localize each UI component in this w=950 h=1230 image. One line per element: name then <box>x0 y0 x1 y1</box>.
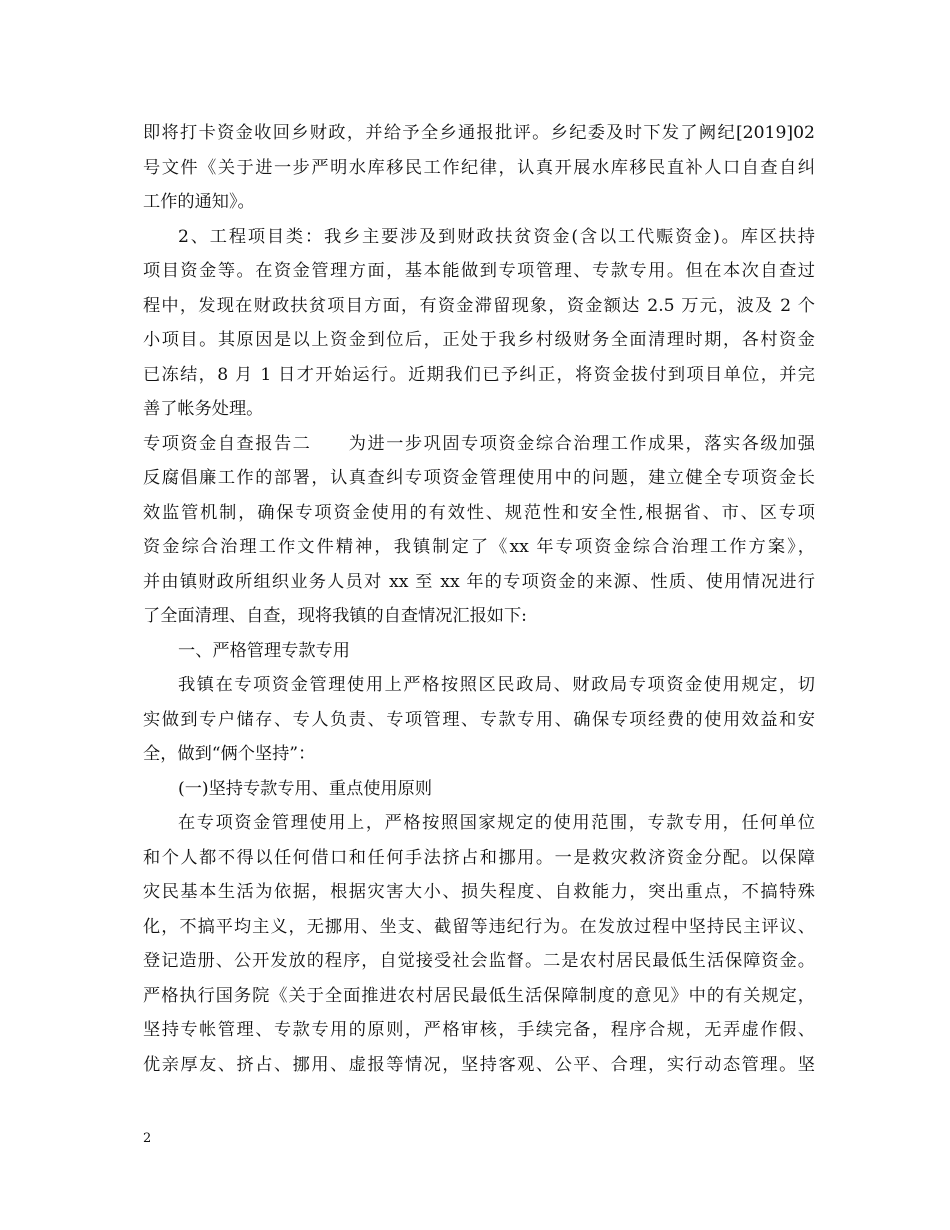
text-line: 和个人都不得以任何借口和任何手法挤占和挪用。一是救灾救济资金分配。以保障 <box>143 847 815 868</box>
text-line: 灾民基本生活为依据，根据灾害大小、损失程度、自救能力，突出重点，不搞特殊 <box>143 882 815 902</box>
text-line: 程中，发现在财政扶贫项目方面，有资金滞留现象，资金额达 2.5 万元，波及 2 个 <box>143 295 815 316</box>
document-body <box>143 116 815 1082</box>
text-line: 即将打卡资金收回乡财政，并给予全乡通报批评。乡纪委及时下发了阙纪[2019]02 <box>143 123 815 143</box>
text-line: 已冻结，8 月 1 日才开始运行。近期我们已予纠正，将资金拔付到项目单位，并完 <box>143 364 815 385</box>
text-line: 在专项资金管理使用上，严格按照国家规定的使用范围，专款专用，任何单位 <box>178 813 815 833</box>
page-number: 2 <box>143 1131 152 1146</box>
text-line: 我镇在专项资金管理使用上严格按照区民政局、财政局专项资金使用规定，切 <box>178 675 815 695</box>
text-line: 登记造册、公开发放的程序，自觉接受社会监督。二是农村居民最低生活保障资金。 <box>143 951 815 971</box>
text-line: 实做到专户储存、专人负责、专项管理、专款专用、确保专项经费的使用效益和安 <box>143 709 815 730</box>
text-line: 并由镇财政所组织业务人员对 xx 至 xx 年的专项资金的来源、性质、使用情况进行 <box>143 571 815 592</box>
text-line: 了全面清理、自查，现将我镇的自查情况汇报如下: <box>143 606 527 626</box>
text-line: 项目资金等。在资金管理方面，基本能做到专项管理、专款专用。但在本次自查过 <box>143 261 815 281</box>
text-line: 资金综合治理工作文件精神，我镇制定了《xx 年专项资金综合治理工作方案》， <box>143 537 815 557</box>
text-line: 化，不搞平均主义，无挪用、坐支、截留等违纪行为。在发放过程中坚持民主评议、 <box>143 916 815 937</box>
text-line: 号文件《关于进一步严明水库移民工作纪律，认真开展水库移民直补人口自查自纠 <box>143 157 815 178</box>
text-line: 善了帐务处理。 <box>143 399 264 419</box>
text-line: 工作的通知》。 <box>143 192 255 212</box>
text-line: 严格执行国务院《关于全面推进农村居民最低生活保障制度的意见》中的有关规定， <box>143 985 815 1006</box>
text-line: 反腐倡廉工作的部署，认真查纠专项资金管理使用中的问题，建立健全专项资金长 <box>143 468 815 488</box>
section-heading: 一、严格管理专款专用 <box>178 640 350 661</box>
text-line: 专项资金自查报告二 为进一步巩固专项资金综合治理工作成果，落实各级加强 <box>143 433 815 454</box>
text-line: 2、工程项目类：我乡主要涉及到财政扶贫资金(含以工代赈资金)。库区扶持 <box>178 226 815 247</box>
text-line: 坚持专帐管理、专款专用的原则，严格审核，手续完备，程序合规，无弄虚作假、 <box>143 1020 815 1040</box>
subsection-heading: (一)坚持专款专用、重点使用原则 <box>178 778 433 799</box>
text-line: 小项目。其原因是以上资金到位后，正处于我乡村级财务全面清理时期，各村资金 <box>143 330 815 350</box>
text-line: 全，做到“俩个坚持”： <box>143 744 316 764</box>
text-line: 优亲厚友、挤占、挪用、虚报等情况，坚持客观、公平、合理，实行动态管理。坚 <box>143 1054 815 1075</box>
text-line: 效监管机制，确保专项资金使用的有效性、规范性和安全性,根据省、市、区专项 <box>143 502 815 523</box>
